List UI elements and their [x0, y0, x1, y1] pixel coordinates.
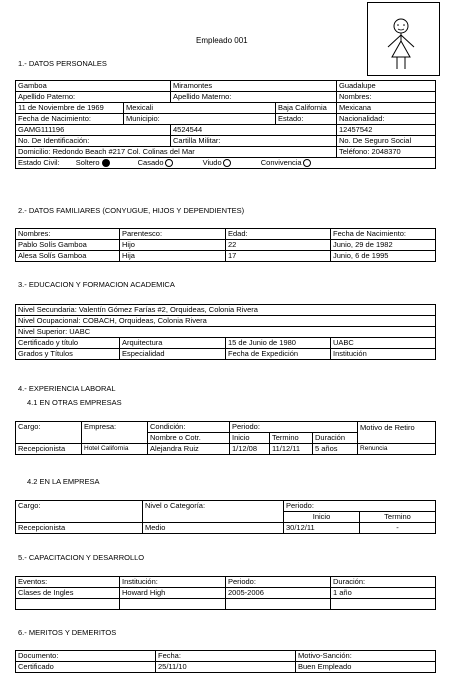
education-superior: Nivel Superior: UABC: [16, 327, 436, 338]
table-row: [16, 114, 436, 125]
label-termino: Termino: [270, 433, 313, 444]
label-birth: Fecha de Nacimiento:: [16, 114, 124, 125]
work-termino: 11/12/11: [270, 444, 313, 455]
training-table: [15, 576, 436, 610]
table-row: [16, 136, 436, 147]
table-row: [16, 501, 436, 512]
label-inicio: Inicio: [284, 512, 360, 523]
table-row: [16, 158, 436, 169]
civil-label: Estado Civil:: [18, 158, 60, 167]
birth-state: Baja California: [276, 103, 337, 114]
last-name-2: Miramontes: [171, 81, 337, 92]
civil-option-casado[interactable]: [138, 158, 173, 167]
certificate-field: Arquitectura: [120, 338, 226, 349]
section-merits-title: 6.- MERITOS Y DEMERITOS: [18, 628, 117, 637]
social-security: 12457542: [337, 125, 436, 136]
family-cell: Alesa Solís Gamboa: [16, 251, 120, 262]
table-row: [16, 422, 436, 433]
training-header: Institución:: [120, 577, 226, 588]
radio-empty-icon[interactable]: [165, 159, 173, 167]
training-header: Eventos:: [16, 577, 120, 588]
radio-empty-icon[interactable]: [303, 159, 311, 167]
family-cell: Junio, 29 de 1982: [331, 240, 436, 251]
civil-option-soltero[interactable]: [76, 158, 110, 167]
label-motivo: Motivo de Retiro: [358, 422, 436, 444]
table-row: [16, 251, 436, 262]
section-work-here-title: 4.2 EN LA EMPRESA: [27, 477, 100, 486]
section-work-other-title: 4.1 EN OTRAS EMPRESAS: [27, 398, 122, 407]
page-title: Empleado 001: [196, 36, 248, 45]
table-row: [16, 349, 436, 360]
family-table: [15, 228, 436, 262]
last-name-1: Gamboa: [16, 81, 171, 92]
label-condicion: Condición:: [148, 422, 230, 433]
table-row: [16, 305, 436, 316]
training-header: Duración:: [331, 577, 436, 588]
label-cargo: Cargo:: [16, 501, 143, 523]
military-card: 4524544: [171, 125, 337, 136]
label-cargo: Cargo:: [16, 422, 82, 444]
family-cell: 17: [226, 251, 331, 262]
family-header: Fecha de Nacimiento:: [331, 229, 436, 240]
family-cell: Hija: [120, 251, 226, 262]
work-boss: Alejandra Ruiz: [148, 444, 230, 455]
radio-selected-icon[interactable]: [102, 159, 110, 167]
training-cell: Clases de Ingles: [16, 588, 120, 599]
label-social: No. De Seguro Social: [337, 136, 436, 147]
section-personal-title: 1.- DATOS PERSONALES: [18, 59, 107, 68]
table-row: [16, 316, 436, 327]
merits-table: [15, 650, 436, 673]
merits-header: Motivo-Sanción:: [296, 651, 436, 662]
table-row: [16, 92, 436, 103]
work-here-cargo: Recepcionista: [16, 523, 143, 534]
section-family-title: 2.- DATOS FAMILIARES (CONYUGUE, HIJOS Y DEPENDIENTES): [18, 206, 245, 215]
table-row: [16, 662, 436, 673]
table-row: [16, 81, 436, 92]
work-duracion: 5 años: [313, 444, 358, 455]
certificate-date: 15 de Junio de 1980: [226, 338, 331, 349]
label-last2: Apellido Materno:: [171, 92, 337, 103]
civil-option-convivencia[interactable]: [261, 158, 311, 167]
merits-cell: 25/11/10: [156, 662, 296, 673]
phone: Teléfono: 2048370: [337, 147, 436, 158]
label-inicio: Inicio: [230, 433, 270, 444]
label-last1: Apellido Paterno:: [16, 92, 171, 103]
table-row: [16, 147, 436, 158]
label-termino: Termino: [360, 512, 436, 523]
photo-box: [367, 2, 440, 76]
merits-header: Documento:: [16, 651, 156, 662]
training-cell: [16, 599, 120, 610]
address: Domicilio: Redondo Beach #217 Col. Colinas del Mar: [16, 147, 337, 158]
table-row: [16, 338, 436, 349]
training-cell: 1 año: [331, 588, 436, 599]
label-empresa: Empresa:: [82, 422, 148, 444]
label-expedition-date: Fecha de Expedición: [226, 349, 331, 360]
nationality: Mexicana: [337, 103, 436, 114]
label-boss: Nombre o Cotr.: [148, 433, 230, 444]
civil-status-row: [16, 158, 436, 169]
work-empresa: Hotel California: [82, 444, 148, 455]
work-motivo: Renuncia: [358, 444, 436, 455]
education-secundaria: Nivel Secundaria: Valentín Gómez Farías #2, Orquideas, Colonia Rivera: [16, 305, 436, 316]
table-row: [16, 599, 436, 610]
table-row: [16, 444, 436, 455]
table-row: [16, 577, 436, 588]
education-table: [15, 304, 436, 360]
section-work-title: 4.- EXPERIENCIA LABORAL: [18, 384, 116, 393]
label-institution: Institución: [331, 349, 436, 360]
training-header: Periodo:: [226, 577, 331, 588]
birth-date: 11 de Noviembre de 1969: [16, 103, 124, 114]
family-cell: 22: [226, 240, 331, 251]
label-certificate: Certificado y título: [16, 338, 120, 349]
civil-option-label: Casado: [137, 158, 164, 167]
label-duracion: Duración: [313, 433, 358, 444]
training-cell: [120, 599, 226, 610]
work-here-termino: -: [360, 523, 436, 534]
table-row: [16, 651, 436, 662]
education-ocupacional: Nivel Ocupacional: COBACH, Orquideas, Colonia Rivera: [16, 316, 436, 327]
merits-header: Fecha:: [156, 651, 296, 662]
person-figure-icon: [368, 3, 439, 75]
label-specialty: Especialidad: [120, 349, 226, 360]
personal-table: [15, 80, 436, 169]
civil-option-label: Convivencia: [260, 158, 302, 167]
merits-cell: Buen Empleado: [296, 662, 436, 673]
label-names: Nombres:: [337, 92, 436, 103]
birth-city: Mexicali: [124, 103, 276, 114]
training-cell: [226, 599, 331, 610]
table-row: [16, 523, 436, 534]
table-row: [16, 588, 436, 599]
family-header: Edad:: [226, 229, 331, 240]
work-here-nivel: Medio: [143, 523, 284, 534]
id-number: GAMG111196: [16, 125, 171, 136]
training-cell: [331, 599, 436, 610]
label-city: Municipio:: [124, 114, 276, 125]
label-periodo: Periodo:: [230, 422, 358, 433]
first-names: Guadalupe: [337, 81, 436, 92]
table-row: [16, 125, 436, 136]
family-cell: Junio, 6 de 1995: [331, 251, 436, 262]
table-row: [16, 103, 436, 114]
training-cell: Howard High: [120, 588, 226, 599]
family-header: Parentesco:: [120, 229, 226, 240]
work-inicio: 1/12/08: [230, 444, 270, 455]
family-cell: Pablo Solís Gamboa: [16, 240, 120, 251]
label-military: Cartilla Militar:: [171, 136, 337, 147]
work-cargo: Recepcionista: [16, 444, 82, 455]
civil-option-label: Viudo: [202, 158, 222, 167]
civil-option-viudo[interactable]: [203, 158, 231, 167]
table-row: [16, 240, 436, 251]
label-periodo: Periodo:: [284, 501, 436, 512]
certificate-institution: UABC: [331, 338, 436, 349]
training-cell: 2005-2006: [226, 588, 331, 599]
table-row: [16, 229, 436, 240]
radio-empty-icon[interactable]: [223, 159, 231, 167]
label-grades: Grados y Títulos: [16, 349, 120, 360]
table-row: [16, 327, 436, 338]
section-education-title: 3.- EDUCACION Y FORMACION ACADEMICA: [18, 280, 175, 289]
label-id: No. De Identificación:: [16, 136, 171, 147]
label-state: Estado:: [276, 114, 337, 125]
label-nationality: Nacionalidad:: [337, 114, 436, 125]
merits-cell: Certificado: [16, 662, 156, 673]
family-header: Nombres:: [16, 229, 120, 240]
civil-option-label: Soltero: [75, 158, 100, 167]
work-here-inicio: 30/12/11: [284, 523, 360, 534]
work-here-table: [15, 500, 436, 534]
section-training-title: 5.- CAPACITACION Y DESARROLLO: [18, 553, 145, 562]
work-other-table: [15, 421, 436, 455]
family-cell: Hijo: [120, 240, 226, 251]
label-nivel: Nivel o Categoría:: [143, 501, 284, 523]
